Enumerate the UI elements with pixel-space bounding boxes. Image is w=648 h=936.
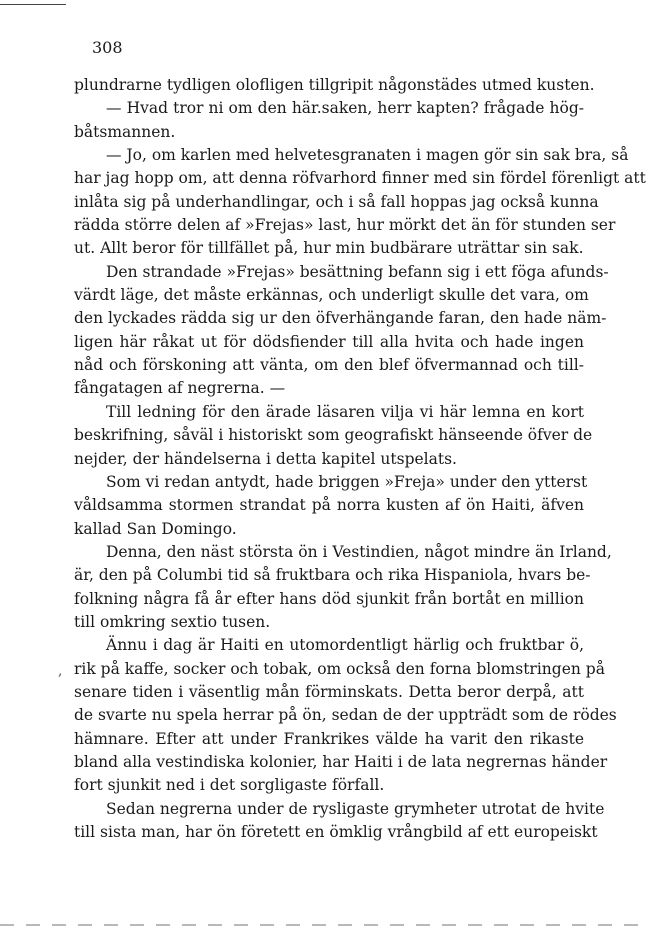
text-line: kallad San Domingo. bbox=[74, 519, 237, 538]
text-line: nejder, der händelserna i detta kapitel utspelats. bbox=[74, 449, 457, 468]
text-line: inlåta sig på underhandlingar, och i så fall hoppas jag också kunna bbox=[74, 192, 599, 211]
text-line: fångatagen af negrerna. — bbox=[74, 379, 286, 398]
text-line: båtsmannen. bbox=[74, 122, 176, 141]
text-line: rädda större delen af »Frejas» last, hur mörkt det än för stunden ser bbox=[74, 216, 616, 235]
text-line: hämnare. Efter att under Frankrikes välde ha varit den rikaste bbox=[74, 729, 584, 748]
text-line: Ännu i dag är Haiti en utomordentligt härlig och fruktbar ö, bbox=[106, 636, 584, 655]
text-line: har jag hopp om, att denna röfvarhord finner med sin fördel förenligt att bbox=[74, 169, 646, 188]
text-line: Som vi redan antydt, hade briggen »Freja» under den ytterst bbox=[106, 472, 588, 491]
top-left-rule bbox=[0, 4, 66, 5]
margin-mark: , bbox=[58, 663, 63, 679]
text-line: till omkring sextio tusen. bbox=[74, 612, 271, 631]
text-line: bland alla vestindiska kolonier, har Haiti i de lata negrernas händer bbox=[74, 752, 608, 771]
text-line: till sista man, har ön företett en ömklig vrångbild af ett europeiskt bbox=[74, 823, 598, 841]
text-line: den lyckades rädda sig ur den öfverhängande faran, den hade näm- bbox=[74, 309, 607, 328]
page-number: 308 bbox=[92, 38, 123, 57]
text-line: fort sjunkit ned i det sorgligaste förfall. bbox=[74, 776, 385, 795]
text-line: de svarte nu spela herrar på ön, sedan de der uppträdt som de rödes bbox=[74, 706, 617, 725]
text-line: ligen här råkat ut för dödsfiender till alla hvita och hade ingen bbox=[74, 332, 584, 351]
text-line: rik på kaffe, socker och tobak, om också den forna blomstringen på bbox=[74, 659, 605, 678]
text-line: nåd och förskoning att vänta, om den blef öfvermannad och till- bbox=[74, 356, 584, 375]
text-line: är, den på Columbi tid så fruktbara och rika Hispaniola, hvars be- bbox=[74, 566, 591, 585]
text-line: Den strandade »Frejas» besättning befann sig i ett föga afunds- bbox=[106, 262, 609, 281]
text-line: ut. Allt beror för tillfället på, hur min budbärare uträttar sin sak. bbox=[74, 239, 584, 258]
text-line: Sedan negrerna under de rysligaste grymheter utrotat de hvite bbox=[106, 799, 605, 818]
bottom-rule bbox=[0, 924, 648, 926]
text-line: folkning några få år efter hans död sjunkit från bortåt en million bbox=[74, 589, 584, 608]
text-line: värdt läge, det måste erkännas, och underligt skulle det vara, om bbox=[74, 286, 589, 305]
text-line: våldsamma stormen strandat på norra kusten af ön Haiti, äfven bbox=[74, 496, 584, 515]
text-line: senare tiden i väsentlig mån förminskats. Detta beror derpå, att bbox=[74, 682, 584, 701]
text-line: — Jo, om karlen med helvetesgranaten i magen gör sin sak bra, så bbox=[106, 146, 629, 165]
body-text bbox=[74, 74, 646, 844]
text-line: — Hvad tror ni om den här.saken, herr kapten? frågade hög- bbox=[106, 99, 584, 118]
text-line: Denna, den näst största ön i Vestindien, något mindre än Irland, bbox=[106, 542, 612, 561]
text-line: beskrifning, såväl i historiskt som geografiskt hänseende öfver de bbox=[74, 426, 593, 445]
text-line: Till ledning för den ärade läsaren vilja vi här lemna en kort bbox=[106, 402, 584, 421]
text-line: plundrarne tydligen olofligen tillgripit någonstädes utmed kusten. bbox=[74, 76, 595, 94]
